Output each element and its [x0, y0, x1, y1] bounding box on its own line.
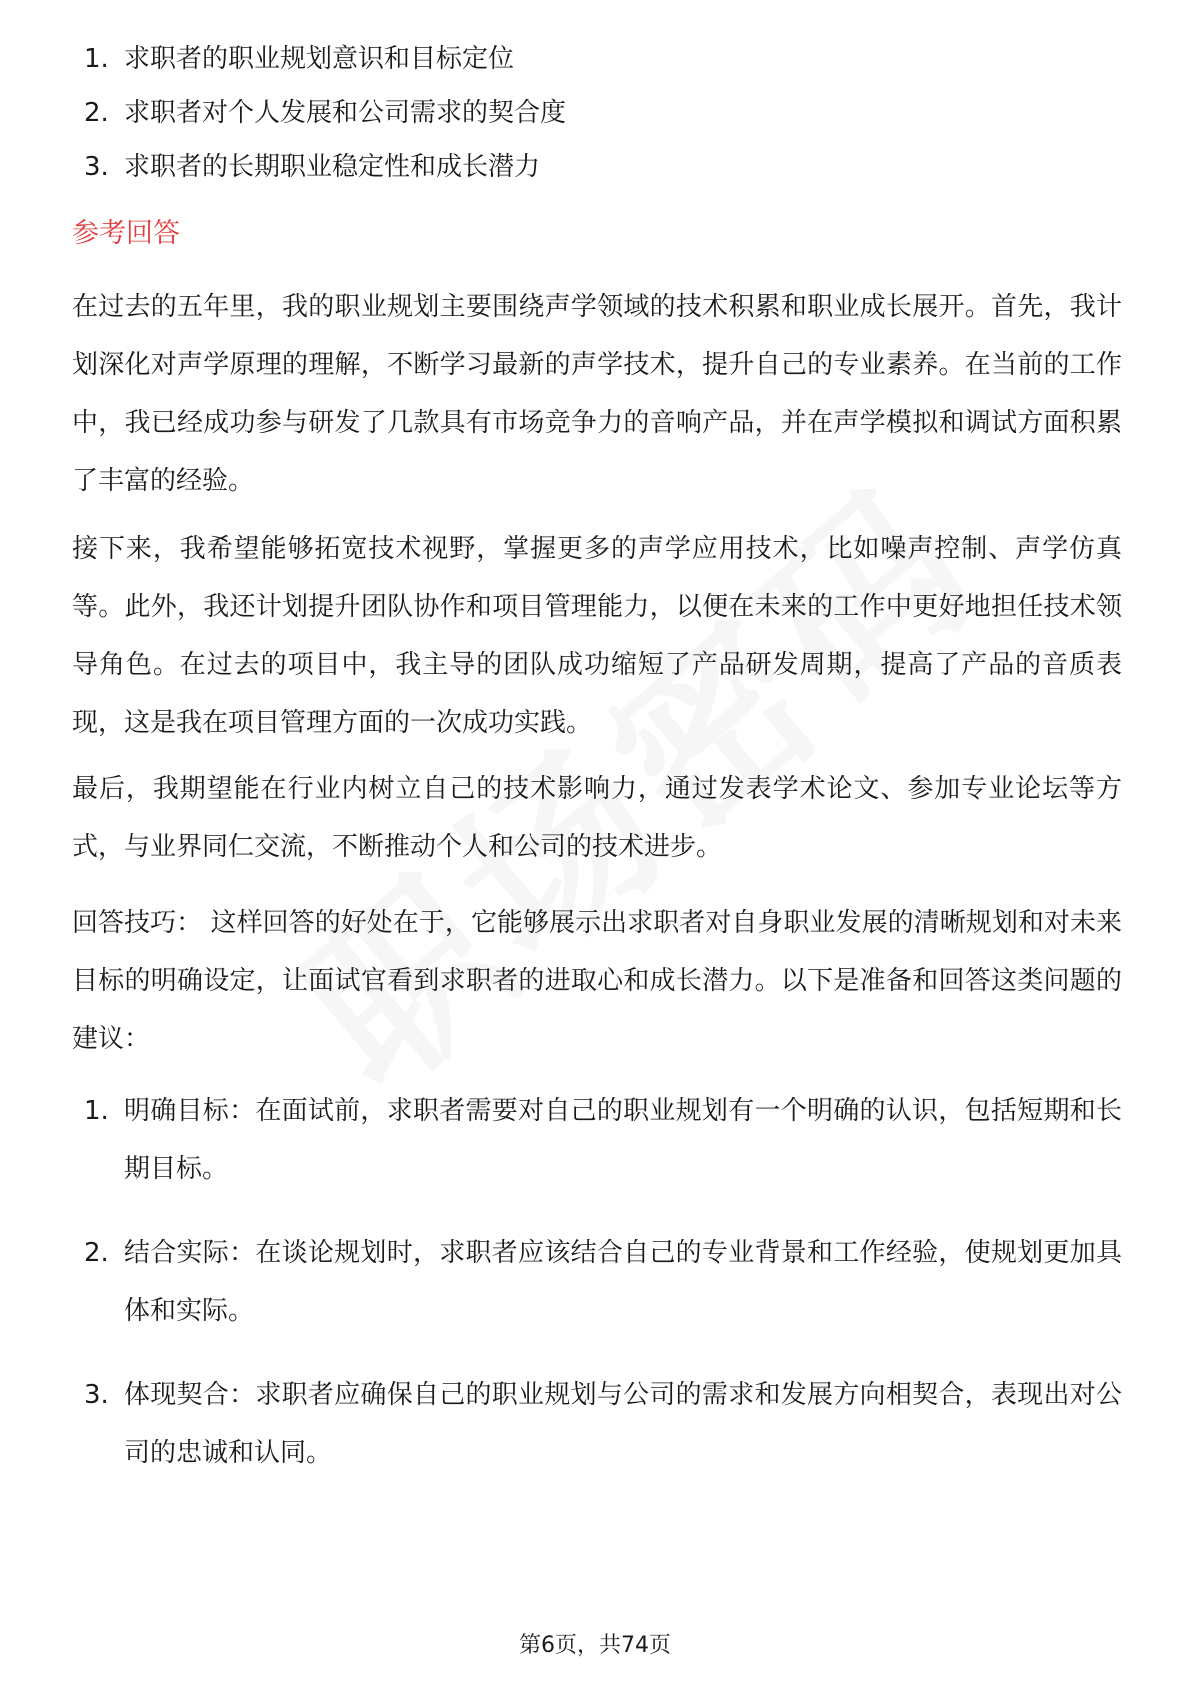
list-number: 3.: [84, 152, 109, 182]
list-number: 1.: [84, 44, 109, 74]
tips-paragraph: 回答技巧： 这样回答的好处在于，它能够展示出求职者对自身职业发展的清晰规划和对未来目标的明确设定，让面试官看到求职者的进取心和成长潜力。以下是准备和回答这类问题的建议：: [72, 908, 1122, 1054]
list-number: 2.: [84, 98, 109, 128]
list-item-text: 明确目标：在面试前，求职者需要对自己的职业规划有一个明确的认识，包括短期和长期目标。: [124, 1096, 1122, 1184]
list-item-text: 求职者的长期职业稳定性和成长潜力: [124, 152, 541, 182]
list-item-text: 求职者的职业规划意识和目标定位: [124, 44, 515, 74]
list-item: [72, 84, 1122, 142]
answer-paragraph: 最后，我期望能在行业内树立自己的技术影响力，通过发表学术论文、参加专业论坛等方式，与业界同仁交流，不断推动个人和公司的技术进步。: [72, 774, 1122, 862]
list-item: [72, 1082, 1122, 1198]
list-number: 1.: [84, 1096, 109, 1126]
list-item-text: 体现契合：求职者应确保自己的职业规划与公司的需求和发展方向相契合，表现出对公司的忠诚和认同。: [124, 1380, 1122, 1468]
list-number: 3.: [84, 1380, 109, 1410]
list-item: [72, 1366, 1122, 1482]
list-item-text: 求职者对个人发展和公司需求的契合度: [124, 98, 567, 128]
list-item: [72, 30, 1122, 88]
list-item-text: 结合实际：在谈论规划时，求职者应该结合自己的专业背景和工作经验，使规划更加具体和实际。: [124, 1238, 1122, 1326]
section-title: 参考回答: [72, 218, 180, 249]
list-item: [72, 1224, 1122, 1340]
list-item: [72, 138, 1122, 196]
tips-list: [72, 1082, 1122, 1508]
list-number: 2.: [84, 1238, 109, 1268]
page-number: 第6页，共74页: [519, 1633, 671, 1658]
answer-paragraph: 接下来，我希望能够拓宽技术视野，掌握更多的声学应用技术，比如噪声控制、声学仿真等。此外，我还计划提升团队协作和项目管理能力，以便在未来的工作中更好地担任技术领导角色。在过去的项目中，我主导的团队成功缩短了产品研发周期，提高了产品的音质表现，这是我在项目管理方面的一次成功实践。: [72, 534, 1122, 738]
answer-paragraph: 在过去的五年里，我的职业规划主要围绕声学领域的技术积累和职业成长展开。首先，我计划深化对声学原理的理解，不断学习最新的声学技术，提升自己的专业素养。在当前的工作中，我已经成功参与研发了几款具有市场竞争力的音响产品，并在声学模拟和调试方面积累了丰富的经验。: [72, 292, 1122, 496]
evaluation-points-list: [72, 30, 1122, 196]
